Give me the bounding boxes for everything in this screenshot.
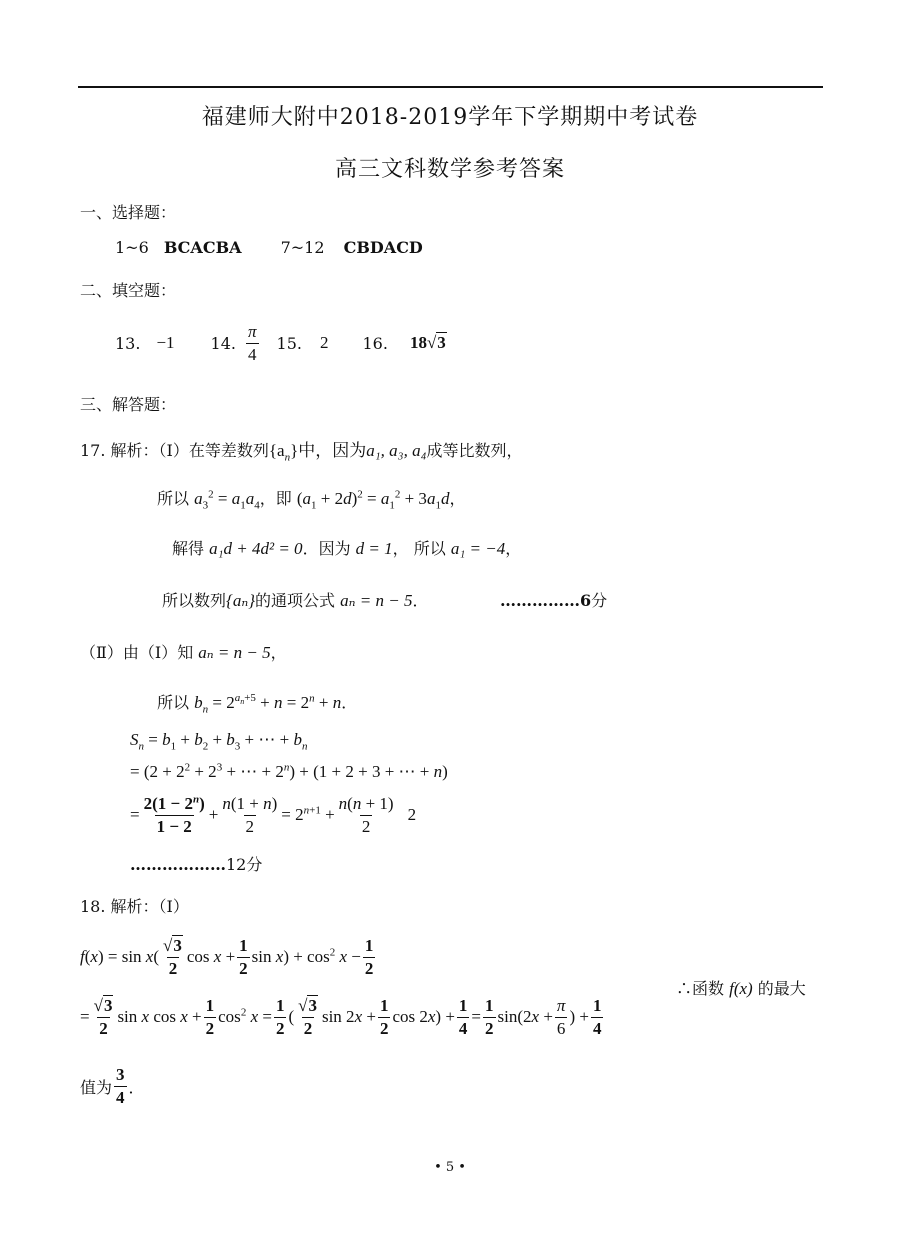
q18-frac-e: $\frac{1}{2}$ [379, 995, 389, 1038]
q14-number: 14. [210, 333, 236, 353]
score-dots: …………… [500, 591, 580, 610]
q17-line4-end: ． [412, 591, 429, 610]
q18-value-pre: 值为 [80, 1077, 113, 1097]
q17-line4-seq: {aₙ} [226, 591, 256, 610]
section-heading-fill: 二、填空题： [80, 281, 177, 300]
q18-conclusion-mid: 的最大 [757, 979, 806, 998]
fill-answers [115, 320, 447, 366]
q17-frac-result: $\frac{n(n + 1)}{2}$ [338, 793, 394, 836]
q15-answer: 2 [319, 333, 329, 352]
q17-line4 [162, 588, 428, 611]
q17-line2 [157, 486, 466, 512]
q17-score-2 [130, 852, 262, 875]
q17-line4-mid: 的通项公式 [255, 591, 336, 610]
q18-conclusion-fx: f(x) [729, 979, 753, 998]
q17-d-value: d = 1 [355, 539, 393, 558]
q18-frac-1-2b: $\frac{1}{2}$ [364, 935, 374, 978]
q17-line2-mid: ，即 [259, 489, 292, 508]
q17-sum-line1: $S_n = b_1 + b_2 + b_3$ + ⋯ + $b_n$ [130, 730, 308, 753]
score-unit: 分 [246, 855, 263, 874]
q18-simplify-line: = $\frac{√3}{2}$ sin x cos x + $\frac{1}{2}$ $\cos^2 x$ = $\frac{1}{2}$ ( $\frac{√3}{2}$ sin 2x + $\frac{1}{2}$ cos 2x) + $\frac{1}{4}$ = $\frac{1}{2}$ sin(2x + $\frac{\pi}{6}$ ) + $\frac{1}{4}$ [80, 995, 602, 1038]
q17-line2-end: ， [449, 489, 466, 508]
q18-frac-h: $\frac{\pi}{6}$ [556, 995, 566, 1038]
q18-intro: 18. 解析：（Ⅰ） [80, 897, 189, 916]
section-heading-solve: 三、解答题： [80, 395, 177, 414]
q17-line3 [172, 536, 521, 559]
q17-line4-pre: 所以数列 [162, 591, 227, 610]
q18-value-end: ． [128, 1077, 145, 1097]
q17-expanded-eq: $(a_1 + 2d)^2 = a_1^2 + 3a_1d$ [296, 488, 450, 512]
q18-frac-f: $\frac{1}{4}$ [458, 995, 468, 1038]
q17-part2-end: ， [270, 643, 287, 662]
q17-intro [80, 436, 523, 464]
section-heading-choice: 一、选择题： [80, 203, 177, 222]
page-subtitle: 高三文科数学参考答案 [334, 157, 565, 182]
q17-geometric-eq: $a_3^2 = a_1a_4$ [194, 488, 260, 512]
q18-frac-1-2: $\frac{1}{2}$ [239, 935, 248, 978]
choice-answers-1: BCACBA [163, 238, 242, 257]
q17-intro-end: 成等比数列， [426, 441, 523, 460]
q18-conclusion-pre: ∴函数 [676, 979, 725, 998]
q18-frac-b: $\frac{1}{2}$ [205, 995, 215, 1038]
q18-frac-i: $\frac{1}{4}$ [592, 995, 602, 1038]
page-title: 福建师大附中2018-2019学年下学期期中考试卷 [201, 105, 699, 130]
q17-seq-open: {a [268, 441, 285, 460]
q17-line3-mid2: ， 所以 [392, 539, 446, 558]
q17-frac-arithmetic: $\frac{n(1 + n)}{2}$ [222, 793, 278, 836]
choice-answers-2: CBDACD [343, 238, 423, 257]
q17-seq [268, 441, 367, 464]
choice-range-1: 1~6 [115, 238, 149, 257]
q13-number: 13. [115, 333, 141, 353]
q18-fx-line: f(x) = sin x( $\frac{√3}{2}$ cos x + $\frac{1}{2}$ $\sin x) + \cos^2 x$ − $\frac{1}{2}$ [80, 935, 374, 978]
q17-a1-value: a₁ = −4 [450, 539, 506, 558]
score-unit: 分 [591, 591, 608, 610]
q16-number: 16. [362, 333, 388, 353]
q17-part2 [80, 640, 287, 663]
q18-value-frac [114, 1065, 127, 1108]
q13-answer: −1 [156, 333, 175, 352]
q17-part2-eq: aₙ = n − 5 [198, 643, 271, 662]
q17-line3-mid: ．因为 [302, 539, 351, 558]
q18-value-den: 4 [116, 1087, 125, 1107]
q18-frac-a: $\frac{√3}{2}$ [93, 995, 113, 1038]
q17-line3-pre: 解得 [172, 539, 205, 558]
q17-bn-end: ． [341, 693, 358, 712]
choice-answers [115, 238, 423, 257]
q17-solved-eq: a₁d + 4d² = 0 [209, 539, 303, 558]
q17-seq-close: }中，因为 [290, 441, 367, 460]
q17-score-1 [500, 588, 607, 611]
q18-max-value [80, 1062, 145, 1110]
q17-terms: a₁, a₃, a₄ [366, 441, 427, 460]
q17-part2-pre: （Ⅱ）由（Ⅰ）知 [80, 643, 194, 662]
q18-frac-c: $\frac{1}{2}$ [275, 995, 285, 1038]
q17-line2-pre: 所以 [157, 489, 190, 508]
score-points: 6 [580, 591, 592, 610]
q17-bn-pre: 所以 [157, 693, 190, 712]
q18-value-num: 3 [116, 1064, 125, 1084]
q17-intro-text: 17. 解析：（Ⅰ）在等差数列 [80, 441, 269, 460]
q17-sum-line2: = ($2 + 2^2 + 2^3$ + ⋯ + $2^n) + (1 + 2 + 3$ + ⋯ + n) [130, 761, 448, 781]
q14-answer [246, 322, 259, 365]
choice-range-2: 7~12 [280, 238, 325, 257]
q17-bn-line [157, 690, 358, 716]
q16-radicand: 3 [437, 333, 446, 352]
q18-conclusion [676, 976, 806, 999]
q17-seq-sub: n [284, 451, 291, 464]
q17-bn-eq: $b_n = 2^{a_n+5} + n = 2^n + n$ [194, 692, 342, 716]
q18-frac-d: $\frac{√3}{2}$ [298, 995, 317, 1038]
q17-line3-end: ， [505, 539, 522, 558]
q15-number: 15. [276, 333, 302, 353]
q14-denominator: 4 [248, 344, 257, 364]
score-dots: ……………… [130, 855, 226, 874]
q16-coefficient: 18 [409, 333, 427, 352]
q17-general-term: aₙ = n − 5 [340, 591, 413, 610]
score-points: 12 [226, 855, 247, 874]
q17-sum-result: = $\frac{2(1 - 2^n)}{1 - 2}$ + $\frac{n(1 + n)}{2}$ = $2^{n+1}$ + $\frac{n(n + 1)}{2}$ 2 [130, 792, 417, 836]
top-rule [78, 86, 823, 88]
page-number: • 5 • [434, 1160, 466, 1175]
q18-frac-g: $\frac{1}{2}$ [485, 995, 494, 1038]
q18-frac-sqrt3-2: $\frac{√3}{2}$ [163, 935, 182, 978]
q16-answer: 18√3 [409, 333, 446, 352]
q17-frac-geometric: $\frac{2(1 - 2^n)}{1 - 2}$ [143, 792, 205, 836]
q14-numerator: π [248, 321, 257, 341]
q17-trailing-two: 2 [407, 805, 417, 824]
